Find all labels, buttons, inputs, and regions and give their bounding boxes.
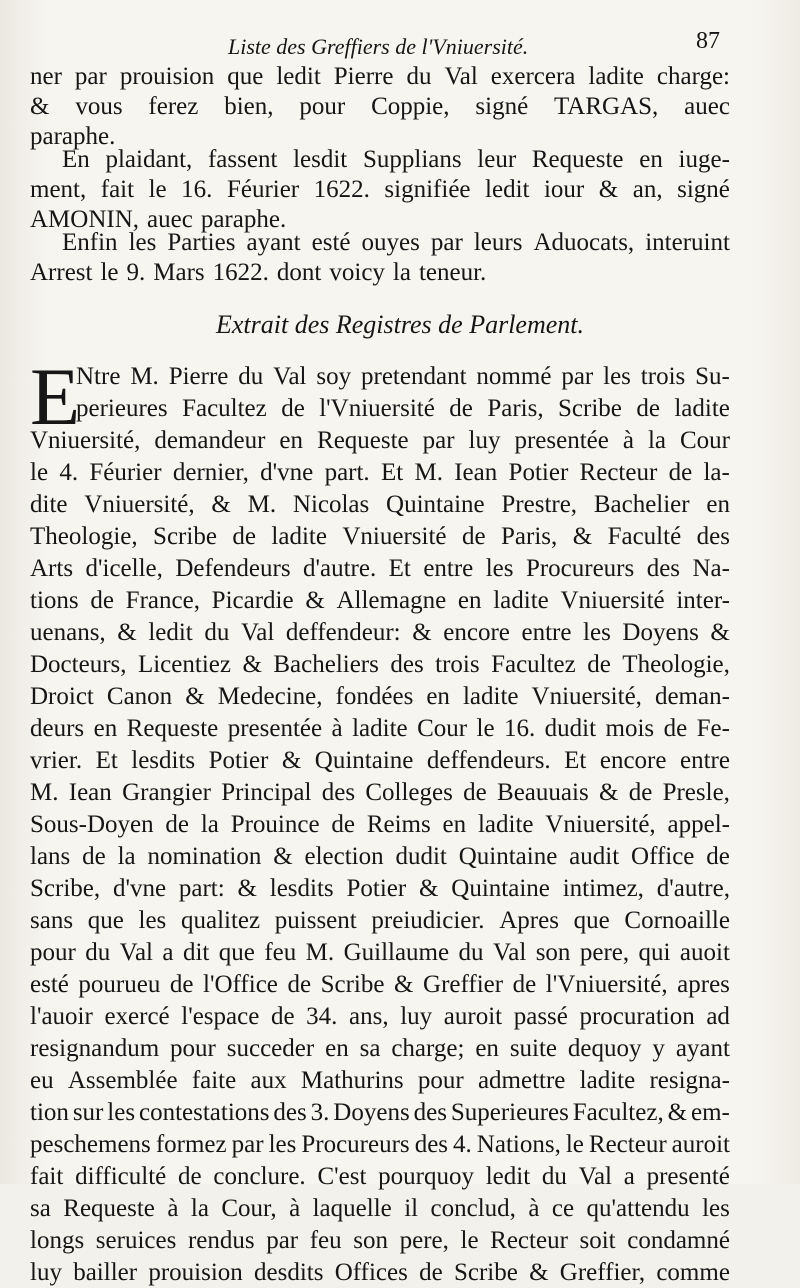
text-line: luy bailler prouision desdits Offices de Scribe & Greffier, comme	[30, 1259, 730, 1286]
text-line: En plaidant, fassent lesdit Supplians leur Requeste en iuge-	[62, 146, 730, 173]
text-line: Docteurs, Licentiez & Bacheliers des trois Facultez de Theologie,	[30, 651, 730, 678]
text-line: peschemens formez par les Procureurs des 4. Nations, le Recteur auroit	[30, 1131, 730, 1158]
text-line: l'auoir exercé l'espace de 34. ans, luy auroit passé procuration ad	[30, 1003, 730, 1030]
text-line: sans que les qualitez puissent preiudicier. Apres que Cornoaille	[30, 907, 730, 934]
text-line: esté pourueu de l'Office de Scribe & Greffier de l'Vniuersité, apres	[30, 971, 730, 998]
text-line: sa Requeste à la Cour, à laquelle il conclud, à ce qu'attendu les	[30, 1195, 730, 1222]
text-line: le 4. Féurier dernier, d'vne part. Et M. Iean Potier Recteur de la-	[30, 459, 730, 486]
text-line: lans de la nomination & election dudit Quintaine audit Office de	[30, 843, 730, 870]
text-line: perieures Facultez de l'Vniuersité de Paris, Scribe de ladite	[76, 395, 730, 422]
text-line: paraphe.	[30, 123, 116, 150]
text-line: Arrest le 9. Mars 1622. dont voicy la teneur.	[30, 259, 487, 286]
text-line: & vous ferez bien, pour Coppie, signé TARGAS, auec	[30, 93, 730, 120]
text-line: Enfin les Parties ayant esté ouyes par leurs Aduocats, interuint	[62, 229, 730, 256]
text-line: eu Assemblée faite aux Mathurins pour admettre ladite resigna-	[30, 1067, 730, 1094]
text-line: dite Vniuersité, & M. Nicolas Quintaine Prestre, Bachelier en	[30, 491, 730, 518]
section-title: Extrait des Registres de Parlement.	[215, 310, 584, 339]
text-line: fait difficulté de conclure. C'est pourquoy ledit du Val a presenté	[30, 1163, 730, 1190]
text-line: Droict Canon & Medecine, fondées en ladite Vniuersité, deman-	[30, 683, 730, 710]
text-line: ner par prouision que ledit Pierre du Val exercera ladite charge:	[30, 63, 730, 90]
text-line: uenans, & ledit du Val deffendeur: & encore entre les Doyens &	[30, 619, 730, 646]
text-line: tions de France, Picardie & Allemagne en ladite Vniuersité inter-	[30, 587, 730, 614]
text-line: ment, fait le 16. Féurier 1622. signifiée ledit iour & an, signé	[30, 176, 730, 203]
drop-cap: E	[30, 351, 81, 442]
text-line: AMONIN, auec paraphe.	[30, 206, 287, 233]
text-line: Scribe, d'vne part: & lesdits Potier & Quintaine intimez, d'autre,	[30, 875, 730, 902]
text-line: vrier. Et lesdits Potier & Quintaine deffendeurs. Et encore entre	[30, 747, 730, 774]
text-line: Arts d'icelle, Defendeurs d'autre. Et entre les Procureurs des Na-	[30, 555, 730, 582]
text-line: deurs en Requeste presentée à ladite Cour le 16. dudit mois de Fe-	[30, 715, 730, 742]
text-line: longs seruices rendus par feu son pere, le Recteur soit condamné	[30, 1227, 730, 1254]
text-line: Ntre M. Pierre du Val soy pretendant nommé par les trois Su-	[76, 363, 730, 390]
text-line: Theologie, Scribe de ladite Vniuersité de Paris, & Faculté des	[30, 523, 730, 550]
text-line: Vniuersité, demandeur en Requeste par luy presentée à la Cour	[30, 427, 730, 454]
running-title: Liste des Greffiers de l'Vniuersité.	[228, 34, 529, 59]
text-line: pour du Val a dit que feu M. Guillaume du Val son pere, qui auoit	[30, 939, 730, 966]
text-line: Sous-Doyen de la Prouince de Reims en ladite Vniuersité, appel-	[30, 811, 730, 838]
page-number: 87	[696, 28, 720, 54]
text-line: resignandum pour succeder en sa charge; en suite dequoy y ayant	[30, 1035, 730, 1062]
text-line: M. Iean Grangier Principal des Colleges de Beauuais & de Presle,	[30, 779, 730, 806]
text-line: tion sur les contestations des 3. Doyens des Superieures Facultez, & em-	[30, 1099, 730, 1126]
